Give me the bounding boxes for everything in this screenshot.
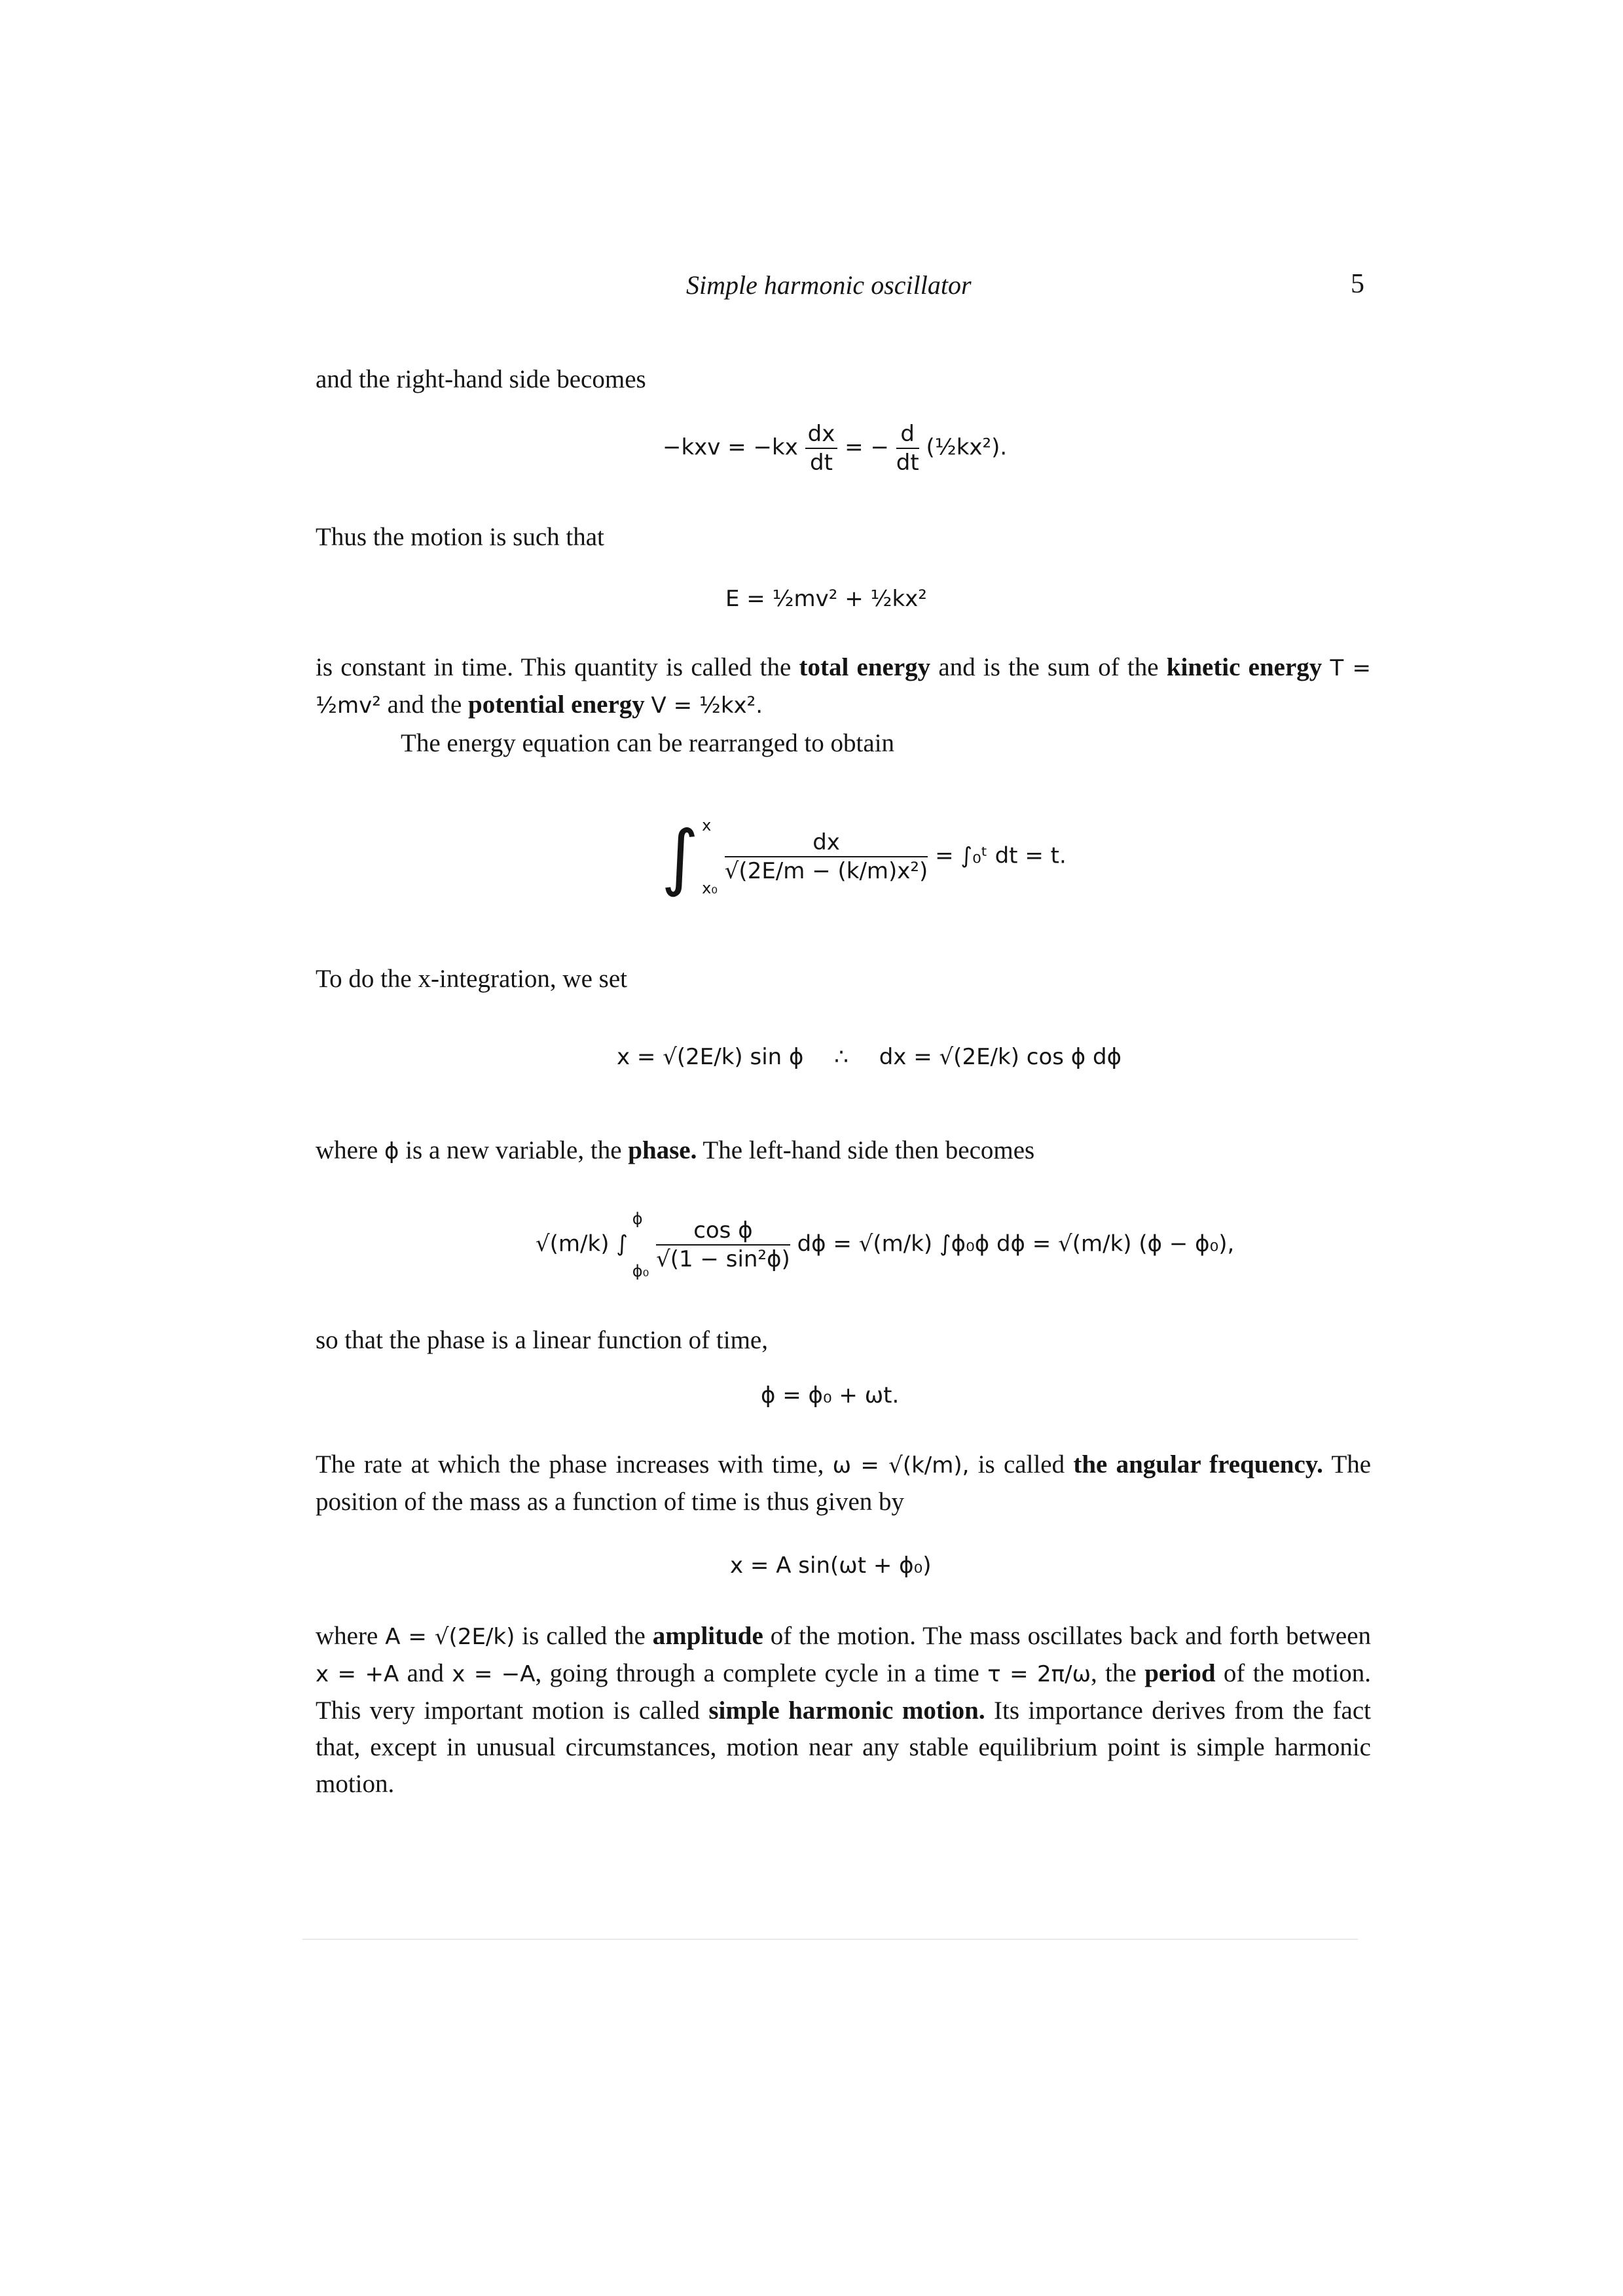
paragraph-line: and the right-hand side becomes xyxy=(316,365,646,393)
paragraph-line: so that the phase is a linear function of time, xyxy=(316,1326,768,1354)
page-bottom-rule xyxy=(302,1939,1358,1940)
equation-dxdt xyxy=(663,420,1007,476)
term: period xyxy=(1144,1659,1216,1687)
paragraph-line: To do the x-integration, we set xyxy=(316,965,627,993)
term: simple harmonic motion. xyxy=(708,1696,985,1725)
text: is called xyxy=(977,1450,1065,1479)
eq-text: x = √(2E/k) sin ϕ xyxy=(617,1044,804,1070)
eq-text: √(m/k) ∫ xyxy=(536,1230,628,1257)
math-inline: ϕ xyxy=(384,1138,399,1164)
text: is called the xyxy=(522,1622,646,1650)
fraction xyxy=(896,420,919,476)
therefore: ∴ xyxy=(834,1044,848,1070)
paragraph-line: Thus the motion is such that xyxy=(316,523,604,551)
text: Its importance derives from the fact that, except in unusual circumstances, motion near any stable equilibrium point is simple harmonic motion. xyxy=(316,1696,1372,1798)
text: where xyxy=(316,1622,378,1650)
equation-integral-phi xyxy=(536,1211,1234,1279)
text: and is the sum of the xyxy=(938,653,1159,681)
paragraph-energy xyxy=(316,649,1371,724)
text: The left-hand side then becomes xyxy=(702,1136,1035,1164)
paragraph-angular xyxy=(316,1446,1371,1520)
eq-text: = − xyxy=(845,434,889,461)
text: is a new variable, the xyxy=(405,1136,622,1164)
term: phase. xyxy=(628,1136,697,1164)
math-inline: ω = √(k/m), xyxy=(832,1452,970,1479)
math-inline: V = ½kx². xyxy=(651,692,763,719)
lower-limit: x₀ xyxy=(702,879,718,897)
eq-text: dx = √(2E/k) cos ϕ dϕ xyxy=(879,1044,1122,1070)
denominator: dt xyxy=(896,450,919,476)
paragraph-phase xyxy=(316,1132,1034,1170)
numerator: cos ϕ xyxy=(656,1217,790,1246)
integral-limits xyxy=(632,1211,649,1279)
math-inline: τ = 2π/ω xyxy=(987,1661,1091,1687)
text: of the motion. The mass oscillates back and forth between xyxy=(770,1622,1372,1650)
integral-limits xyxy=(702,817,718,896)
eq-text: (½kx²). xyxy=(926,434,1008,461)
integral-sign: ∫ xyxy=(661,815,699,899)
fraction xyxy=(725,829,928,885)
numerator: d xyxy=(896,420,919,449)
term: the angular frequency. xyxy=(1073,1450,1323,1479)
math-inline: A = √(2E/k) xyxy=(385,1624,515,1650)
text: is constant in time. This quantity is called the xyxy=(316,653,792,681)
term: total energy xyxy=(799,653,931,681)
equation-phase-linear: ϕ = ϕ₀ + ωt. xyxy=(761,1382,900,1408)
text: , going through a complete cycle in a time xyxy=(535,1659,979,1687)
denominator: √(2E/m − (k/m)x²) xyxy=(724,858,928,884)
text: The rate at which the phase increases with time, xyxy=(316,1450,824,1479)
eq-text: −kxv = −kx xyxy=(663,434,798,461)
text: where xyxy=(316,1136,378,1164)
equation-substitution xyxy=(617,1044,1122,1070)
denominator: dt xyxy=(810,450,833,476)
text: The position of the mass as a function of time is thus given by xyxy=(316,1450,1372,1516)
text: of the motion. This very important motion is called xyxy=(316,1659,1372,1725)
text: , the xyxy=(1091,1659,1137,1687)
equation-position: x = A sin(ωt + ϕ₀) xyxy=(730,1552,932,1579)
math-inline: x = +A xyxy=(316,1661,399,1687)
running-title: Simple harmonic oscillator xyxy=(686,270,972,300)
upper-limit: ϕ xyxy=(632,1210,643,1228)
term: amplitude xyxy=(652,1622,763,1650)
text: and the xyxy=(387,691,462,719)
upper-limit: x xyxy=(702,816,712,834)
lower-limit: ϕ₀ xyxy=(632,1262,649,1280)
equation-integral-x xyxy=(661,815,1067,899)
page-number: 5 xyxy=(1351,269,1364,299)
paragraph-amplitude xyxy=(316,1618,1371,1803)
term: potential energy xyxy=(468,691,645,719)
eq-text: = ∫₀ᵗ dt = t. xyxy=(935,842,1067,869)
denominator: √(1 − sin²ϕ) xyxy=(656,1246,790,1272)
term: kinetic energy xyxy=(1166,653,1322,681)
fraction xyxy=(805,420,838,476)
equation-energy: E = ½mv² + ½kx² xyxy=(725,586,927,612)
text: and xyxy=(407,1659,444,1687)
numerator: dx xyxy=(725,829,928,857)
fraction xyxy=(656,1217,790,1273)
math-inline: x = −A xyxy=(452,1661,536,1687)
math-inline: T = ½mv² xyxy=(316,655,1372,719)
paragraph-line: The energy equation can be rearranged to obtain xyxy=(401,729,895,757)
eq-text: dϕ = √(m/k) ∫ϕ₀ϕ dϕ = √(m/k) (ϕ − ϕ₀), xyxy=(797,1230,1235,1257)
numerator: dx xyxy=(805,420,838,449)
